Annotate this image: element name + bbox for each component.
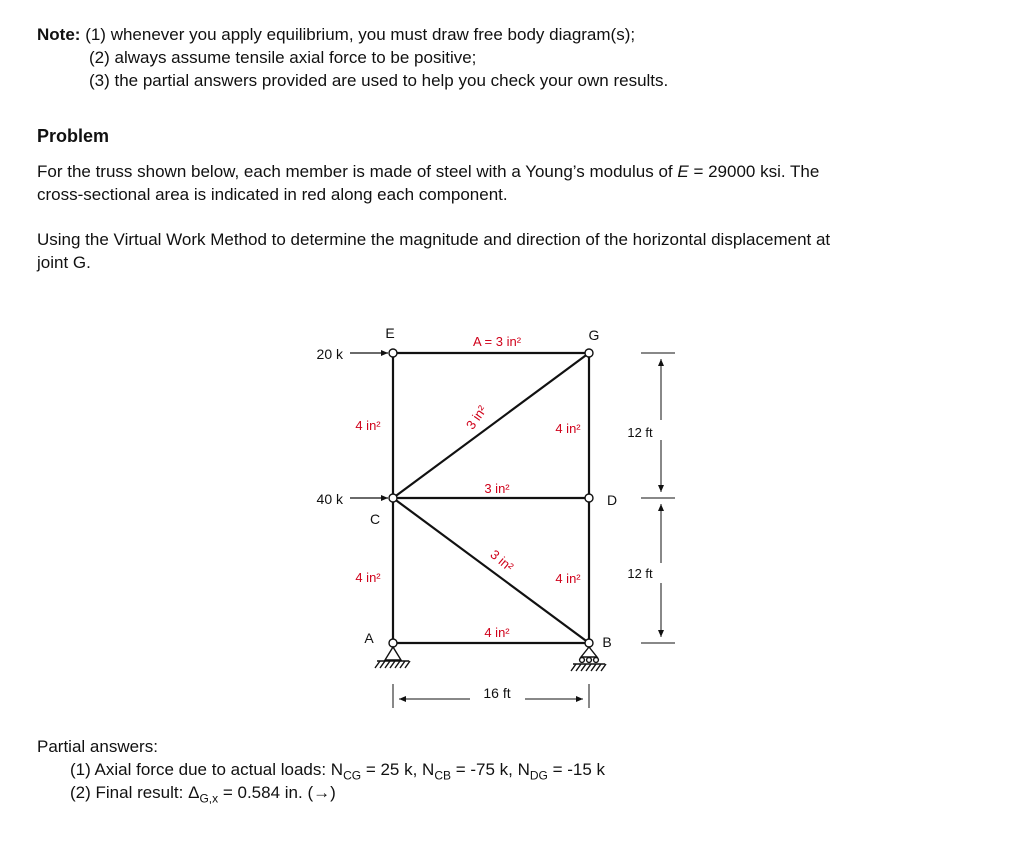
area-label-AB: 4 in² (484, 625, 510, 640)
joint-label-E: E (385, 325, 395, 341)
joint-label-C: C (369, 511, 381, 527)
vertical-dimensions (641, 353, 675, 643)
partial-answers-heading: Partial answers: (37, 737, 158, 756)
note-label: Note: (37, 25, 81, 44)
value-n-cg: = 25 k, N (361, 760, 435, 779)
partial-answer-1-prefix: (1) Axial force due to actual loads: N (70, 760, 344, 779)
partial-answer-2-prefix: (2) Final result: Δ (70, 783, 200, 802)
value-n-cb: = -75 k, N (451, 760, 530, 779)
youngs-modulus-value: = 29000 ksi. The (688, 162, 820, 181)
truss-members (393, 353, 589, 643)
problem-paragraph-2-line-1: Using the Virtual Work Method to determine the magnitude and direction of the horizontal displacement at (37, 230, 831, 249)
area-label-EC: 4 in² (355, 418, 381, 433)
area-labels (355, 334, 581, 640)
note-item-1: (1) whenever you apply equilibrium, you must draw free body diagram(s); (85, 25, 636, 44)
joint-B-pin (585, 639, 593, 647)
subscript-gx: G,x (199, 791, 219, 806)
partial-answer-2 (70, 782, 336, 809)
area-label-CG: 3 in² (462, 402, 490, 433)
final-result-value: = 0.584 in. (→) (218, 783, 336, 802)
dim-label-lower-height: 12 ft (627, 566, 653, 581)
joint-E-pin (389, 349, 397, 357)
area-label-DB: 4 in² (555, 571, 581, 586)
subscript-cb: CB (434, 768, 451, 783)
note-item-2: (2) always assume tensile axial force to be positive; (89, 48, 477, 67)
problem-paragraph-1-line-2: cross-sectional area is indicated in red along each component. (37, 185, 508, 204)
joint-label-G: G (588, 327, 600, 343)
load-label-top: 20 k (316, 346, 343, 362)
joint-C-pin (389, 494, 397, 502)
problem-text: For the truss shown below, each member is made of steel with a Young’s modulus of (37, 162, 678, 181)
dim-label-upper-height: 12 ft (627, 425, 653, 440)
joint-label-D: D (606, 492, 618, 508)
load-label-middle: 40 k (316, 491, 343, 507)
joint-G-pin (585, 349, 593, 357)
roller-support-B (571, 647, 606, 671)
joint-label-A: A (364, 630, 374, 646)
dim-label-width: 16 ft (483, 685, 511, 701)
youngs-modulus-symbol: E (677, 162, 689, 181)
area-label-CA: 4 in² (355, 570, 381, 585)
subscript-cg: CG (343, 768, 362, 783)
area-label-CB: 3 in² (487, 546, 517, 575)
area-label-EG: A = 3 in² (472, 334, 522, 349)
problem-paragraph-2-line-2: joint G. (37, 253, 91, 272)
joint-label-B: B (602, 634, 612, 650)
area-label-GD: 4 in² (555, 421, 581, 436)
value-n-dg: = -15 k (547, 760, 606, 779)
area-label-CD: 3 in² (484, 481, 510, 496)
subscript-dg: DG (529, 768, 548, 783)
pin-support-A (375, 647, 410, 668)
joint-D-pin (585, 494, 593, 502)
problem-heading: Problem (37, 126, 110, 146)
note-item-3: (3) the partial answers provided are used to help you check your own results. (89, 71, 669, 90)
